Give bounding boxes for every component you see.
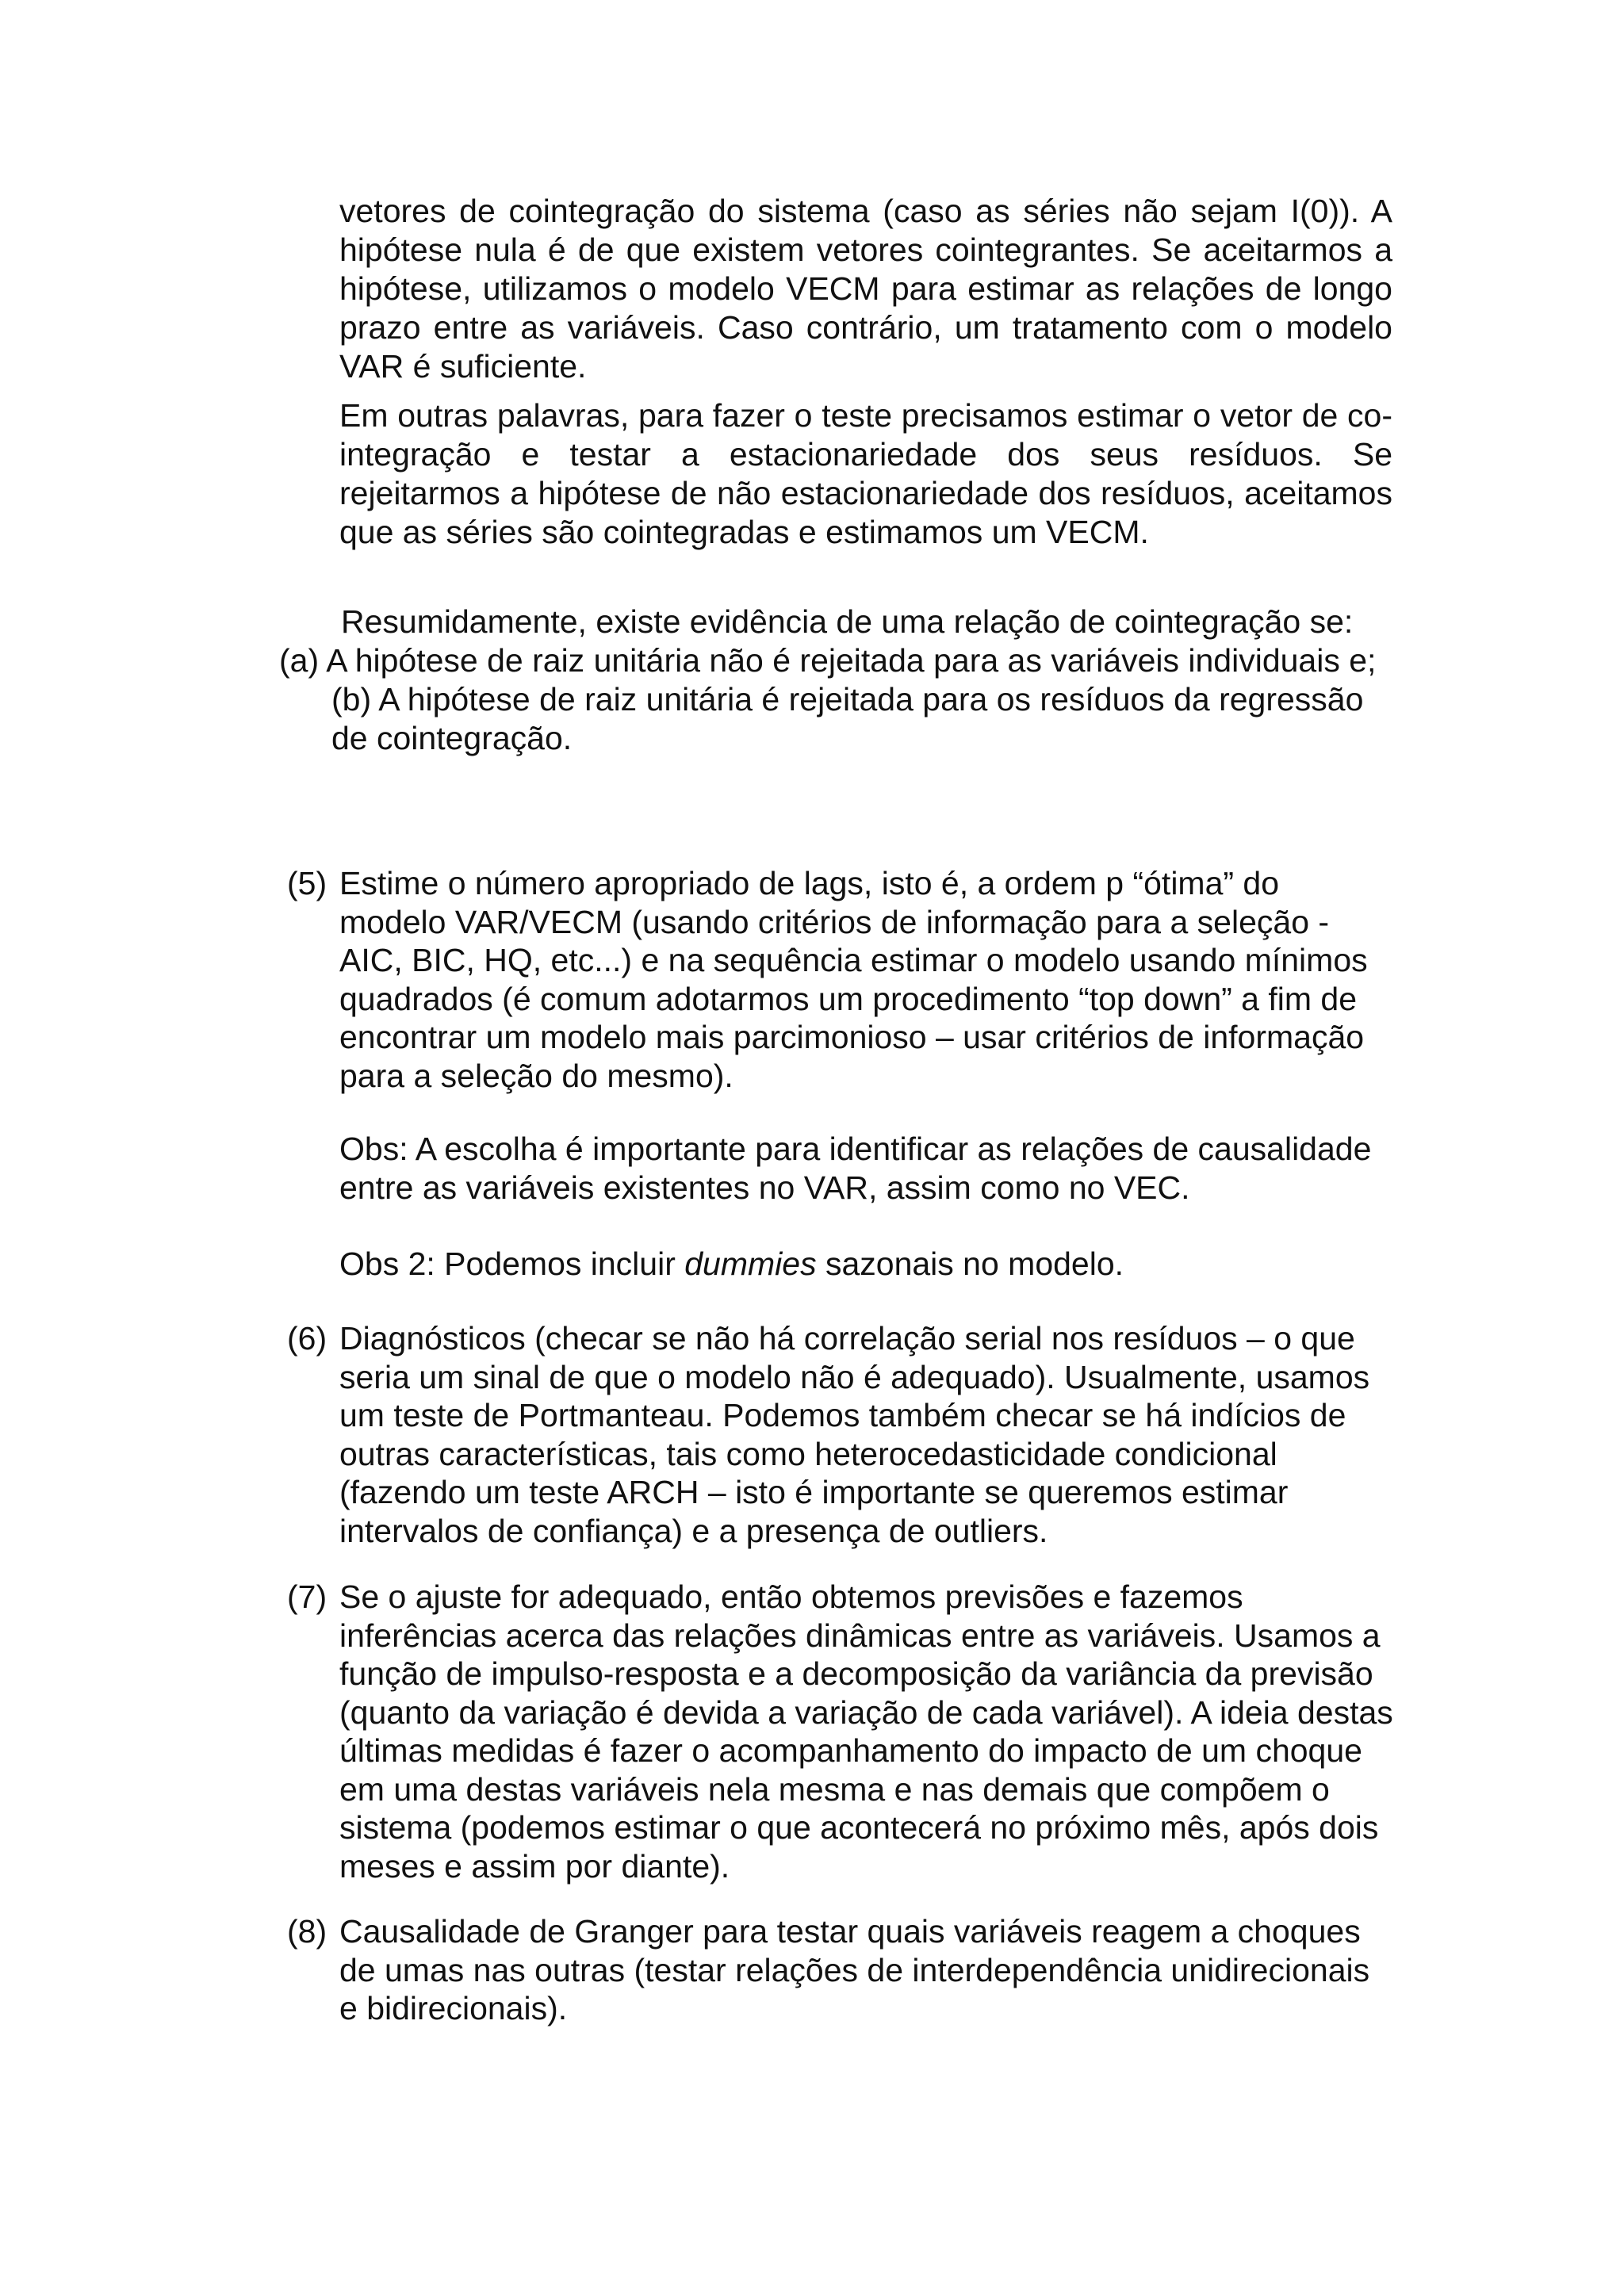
step-text: Estime o número apropriado de lags, isto é, a ordem p “ótima” do modelo VAR/VECM (usando critérios de informação para a seleção - AIC, BIC, HQ, etc...) e na sequência estimar o modelo usando mínimos quadrados (é comum adotarmos um procedimento “top down” a fim de encontrar um modelo mais parcimonioso – usar critérios de informação para a seleção do mesmo).	[339, 865, 1368, 1094]
summary-condition-b-line1: (b) A hipótese de raiz unitária é rejeitada para os resíduos da regressão	[331, 681, 1364, 718]
summary-condition-a: (a) A hipótese de raiz unitária não é rejeitada para as variáveis individuais e;	[279, 642, 1377, 679]
step-marker: (5)	[287, 865, 327, 901]
step-text: Causalidade de Granger para testar quais variáveis reagem a choques de umas nas outras (testar relações de interdependência unidirecionais e bidirecionais).	[339, 1913, 1370, 2026]
step-text: Se o ajuste for adequado, então obtemos previsões e fazemos inferências acerca das relações dinâmicas entre as variáveis. Usamos a função de impulso-resposta e a decomposição da variância da previsão (quanto da variação é devida a variação de cada variável). A ideia destas últimas medidas é fazer o acompanhamento do impacto de um choque em uma destas variáveis nela mesma e nas demais que compõem o sistema (podemos estimar o que acontecerá no próximo mês, após dois meses e assim por diante).	[339, 1578, 1393, 1885]
paragraph-in-other-words: Em outras palavras, para fazer o teste precisamos estimar o vetor de co-integração e testar a estacionariedade dos seus resíduos. Se rejeitarmos a hipótese de não estacionariedade dos resíduos, aceitamos que as séries são cointegradas e estimamos um VECM.	[339, 397, 1392, 550]
step-marker: (6)	[287, 1320, 327, 1357]
obs2-emphasis: dummies	[684, 1246, 817, 1282]
summary-condition-b-line2: de cointegração.	[331, 720, 573, 756]
obs2-suffix: sazonais no modelo.	[816, 1246, 1124, 1282]
paragraph-cointegration-vectors: vetores de cointegração do sistema (caso as séries não sejam I(0)). A hipótese nula é de que existem vetores cointegrantes. Se aceitarmos a hipótese, utilizamos o modelo VECM para estimar as relações de longo prazo entre as variáveis. Caso contrário, um tratamento com o modelo VAR é suficiente.	[339, 193, 1392, 385]
step-5-obs-2	[339, 1245, 1402, 1284]
summary-intro: Resumidamente, existe evidência de uma relação de cointegração se:	[341, 603, 1354, 640]
step-5-obs: Obs: A escolha é importante para identificar as relações de causalidade entre as variáveis existentes no VAR, assim como no VEC.	[339, 1131, 1372, 1206]
obs2-prefix: Obs 2: Podemos incluir	[339, 1246, 685, 1282]
step-text: Diagnósticos (checar se não há correlação serial nos resíduos – o que seria um sinal de que o modelo não é adequado). Usualmente, usamos um teste de Portmanteau. Podemos também checar se há indícios de outras características, tais como heterocedasticidade condicional (fazendo um teste ARCH – isto é importante se queremos estimar intervalos de confiança) e a presença de outliers.	[339, 1320, 1370, 1549]
step-marker: (7)	[287, 1578, 327, 1615]
step-marker: (8)	[287, 1913, 327, 1950]
